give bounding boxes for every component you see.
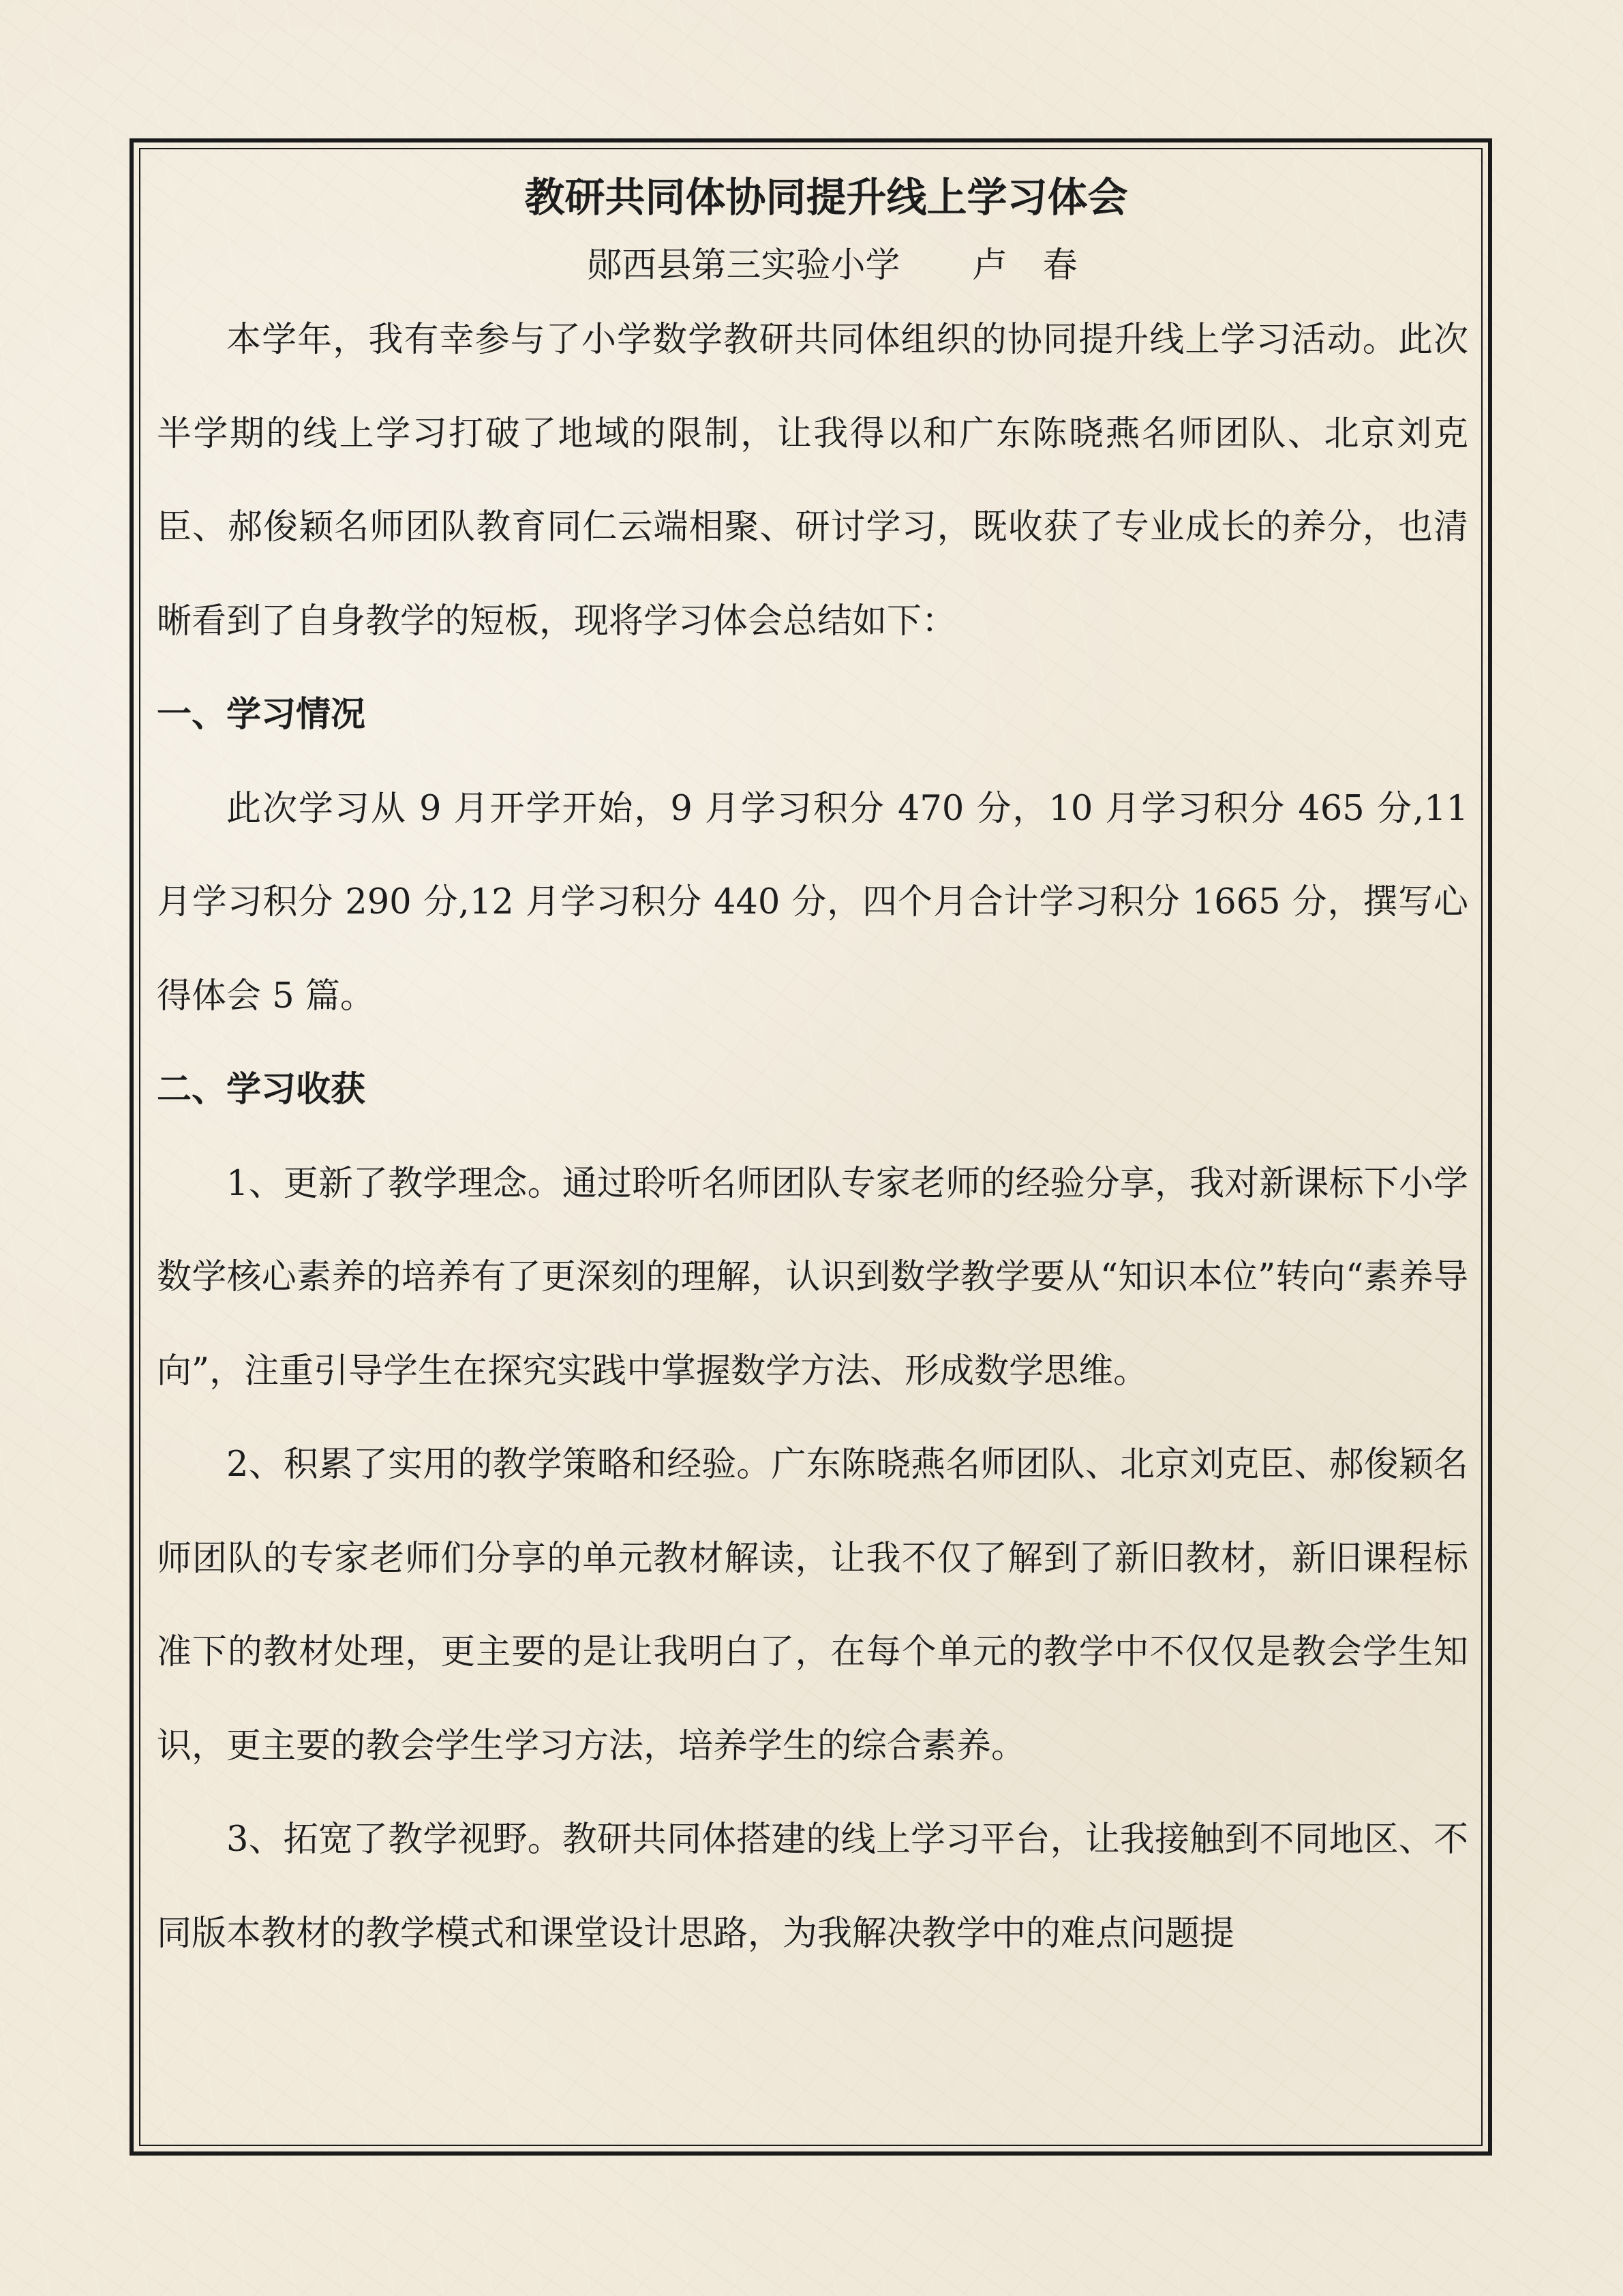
author-name: 卢 春 <box>972 245 1090 286</box>
gains-item-3: 3、拓宽了教学视野。教研共同体搭建的线上学习平台，让我接触到不同地区、不同版本教材的教学模式和课堂设计思路，为我解决教学中的难点问题提 <box>157 1819 1468 1954</box>
gains-item-2: 2、积累了实用的教学策略和经验。广东陈晓燕名师团队、北京刘克臣、郝俊颖名师团队的专家老师们分享的单元教材解读，让我不仅了解到了新旧教材，新旧课程标准下的教材处理，更主要的是让我明白了，在每个单元的教学中不仅仅是教会学生知识，更主要的教会学生学习方法，培养学生的综合素养。 <box>157 1445 1468 1766</box>
section-heading-gains: 二、学习收获 <box>157 1069 366 1110</box>
study-status-paragraph: 此次学习从 9 月开学开始，9 月学习积分 470 分，10 月学习积分 465 分,11 月学习积分 290 分,12 月学习积分 440 分，四个月合计学习积分 1665 分，撰写心得体会 5 篇。 <box>157 788 1468 1016</box>
document-title: 教研共同体协同提升线上学习体会 <box>524 174 1128 221</box>
intro-paragraph: 本学年，我有幸参与了小学数学教研共同体组织的协同提升线上学习活动。此次半学期的线上学习打破了地域的限制，让我得以和广东陈晓燕名师团队、北京刘克臣、郝俊颖名师团队教育同仁云端相聚、研讨学习，既收获了专业成长的养分，也清晰看到了自身教学的短板，现将学习体会总结如下： <box>157 320 1468 641</box>
byline <box>157 239 1468 293</box>
school-name: 郧西县第三实验小学 <box>587 245 900 286</box>
section-heading-study-status: 一、学习情况 <box>157 694 366 735</box>
gains-item-1: 1、更新了教学理念。通过聆听名师团队专家老师的经验分享，我对新课标下小学数学核心素养的培养有了更深刻的理解，认识到数学教学要从“知识本位”转向“素养导向”，注重引导学生在探究实践中掌握数学方法、形成数学思维。 <box>157 1163 1468 1391</box>
document-body <box>157 157 1468 1980</box>
